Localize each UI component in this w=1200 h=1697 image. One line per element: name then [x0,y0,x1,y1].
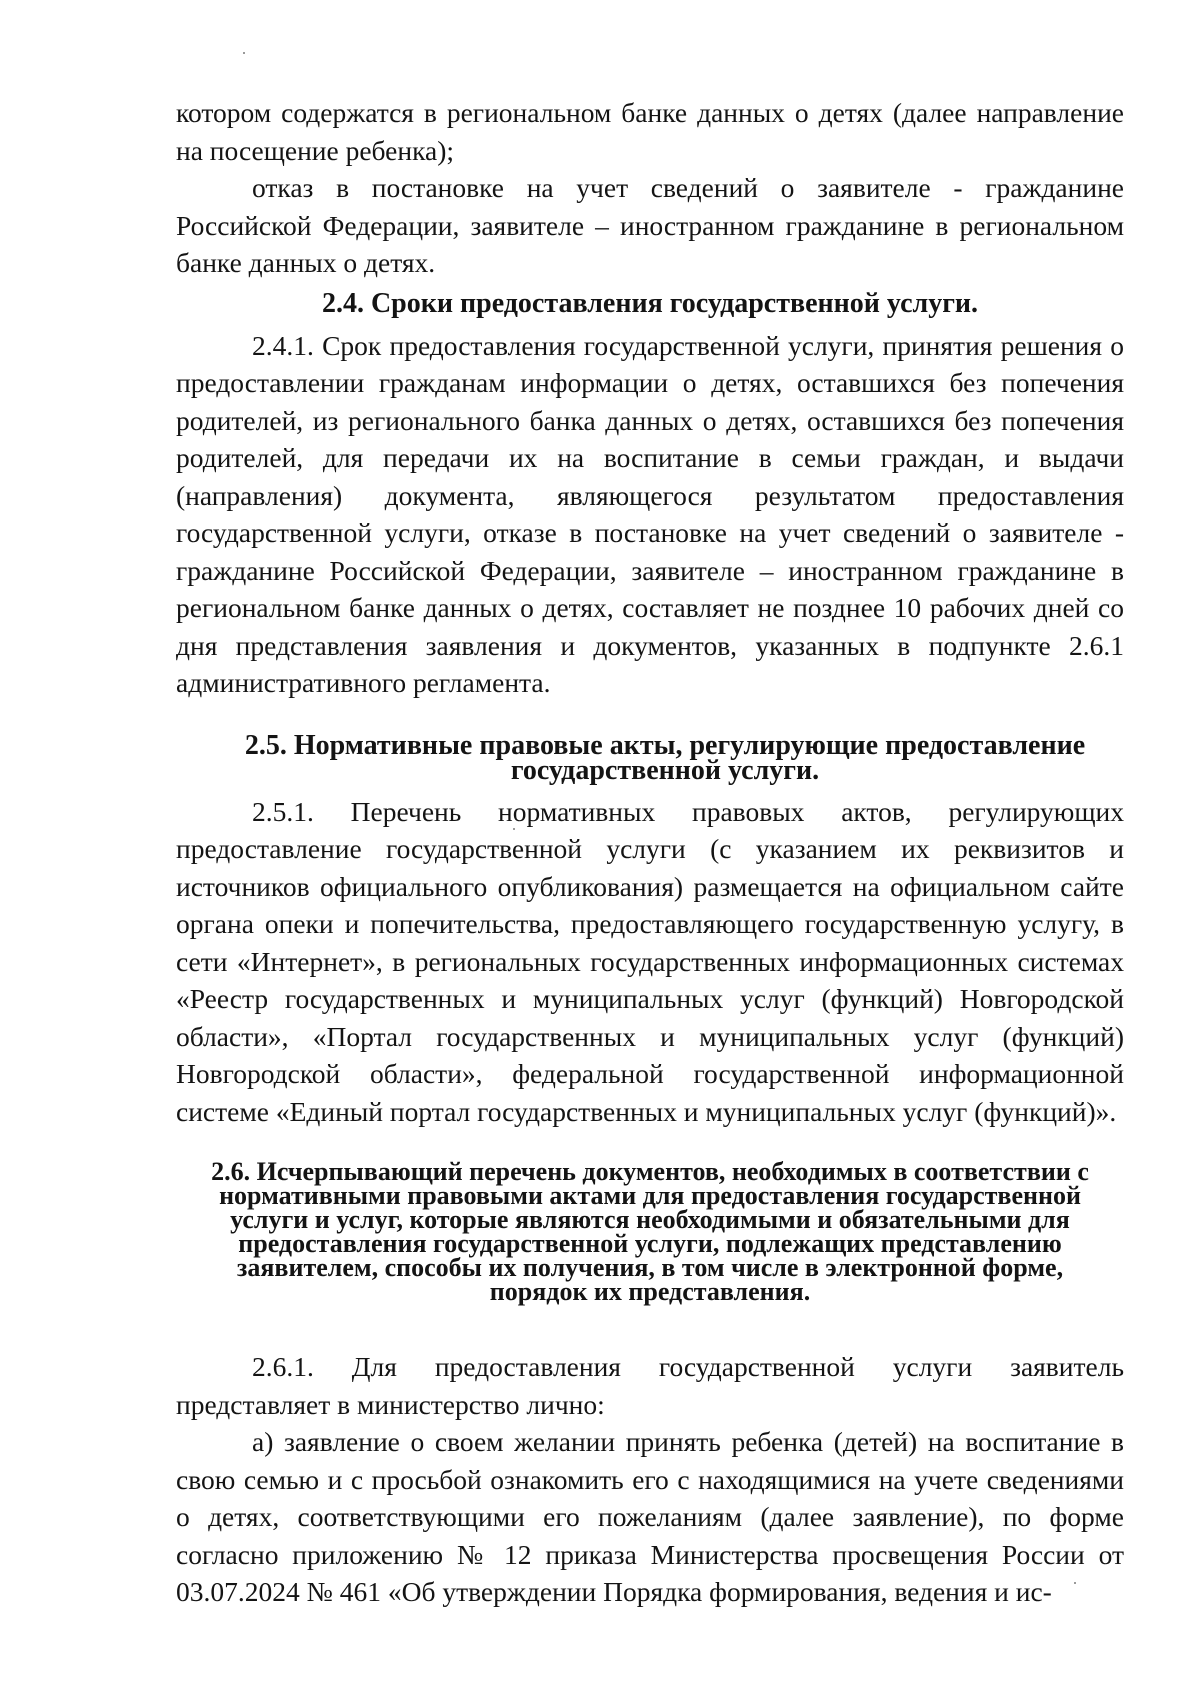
document-body [176,94,1124,1611]
section-heading-2-5: 2.5. Нормативные правовые акты, регулирующие предоставление государственной услуги. [244,729,1086,786]
paragraph-refusal: отказ в постановке на учет сведений о заявителе - гражданине Российской Федерации, заявителе – иностранном гражданине в региональном банке данных о детях. [176,172,1124,278]
paragraph-2-6-1: 2.6.1. Для предоставления государственной услуги заявитель представляет в министерство лично: [176,1351,1124,1420]
scan-speck [243,52,245,54]
paragraph-2-4-1: 2.4.1. Срок предоставления государственной услуги, принятия решения о предоставлении гражданам информации о детях, оставшихся без попечения родителей, из регионального банка данных о детях, оставшихся без попечения родителей, для передачи их на воспитание в семьи граждан, и выдачи (направления) документа, являющегося результатом предоставления государственной услуги, отказе в постановке на учет сведений о заявителе - гражданине Российской Федерации, заявителе – иностранном гражданине в региональном банке данных о детях, составляет не позднее 10 рабочих дней со дня представления заявления и документов, указанных в подпункте 2.6.1 административного регламента. [176,329,1124,698]
paragraph-2-6-1-a: а) заявление о своем желании принять ребенка (детей) на воспитание в свою семью и с просьбой ознакомить его с находящимися на учете сведениями о детях, соответствующими его пожеланиям (далее заявление), по форме согласно приложению № 12 приказа Министерства просвещения России от 03.07.2024 № 461 «Об утверждении Порядка формирования, ведения и ис- [176,1426,1124,1607]
section-heading-2-4: 2.4. Сроки предоставления государственной услуги. [321,287,979,319]
paragraph-continuation: котором содержатся в региональном банке данных о детях (далее направление на посещение ребенка); [176,97,1124,166]
paragraph-2-5-1: 2.5.1. Перечень нормативных правовых актов, регулирующих предоставление государственной услуги (с указанием их реквизитов и источников официального опубликования) размещается на официальном сайте органа опеки и попечительства, предоставляющего государственную услугу, в сети «Интернет», в региональных государственных информационных системах «Реестр государственных и муниципальных услуг (функций) Новгородской области», «Портал государственных и муниципальных услуг (функций) Новгородской области», федеральной государственной информационной системе «Единый портал государственных и муниципальных услуг (функций)». [176,795,1124,1127]
section-heading-2-6: 2.6. Исчерпывающий перечень документов, необходимых в соответствии с нормативными правовыми актами для предоставления государственной услуги и услуг, которые являются необходимыми и обязательными для предоставления государственной услуги, подлежащих представлению заявителем, способы их получения, в том числе в электронной форме, порядок их представления. [211,1157,1089,1306]
